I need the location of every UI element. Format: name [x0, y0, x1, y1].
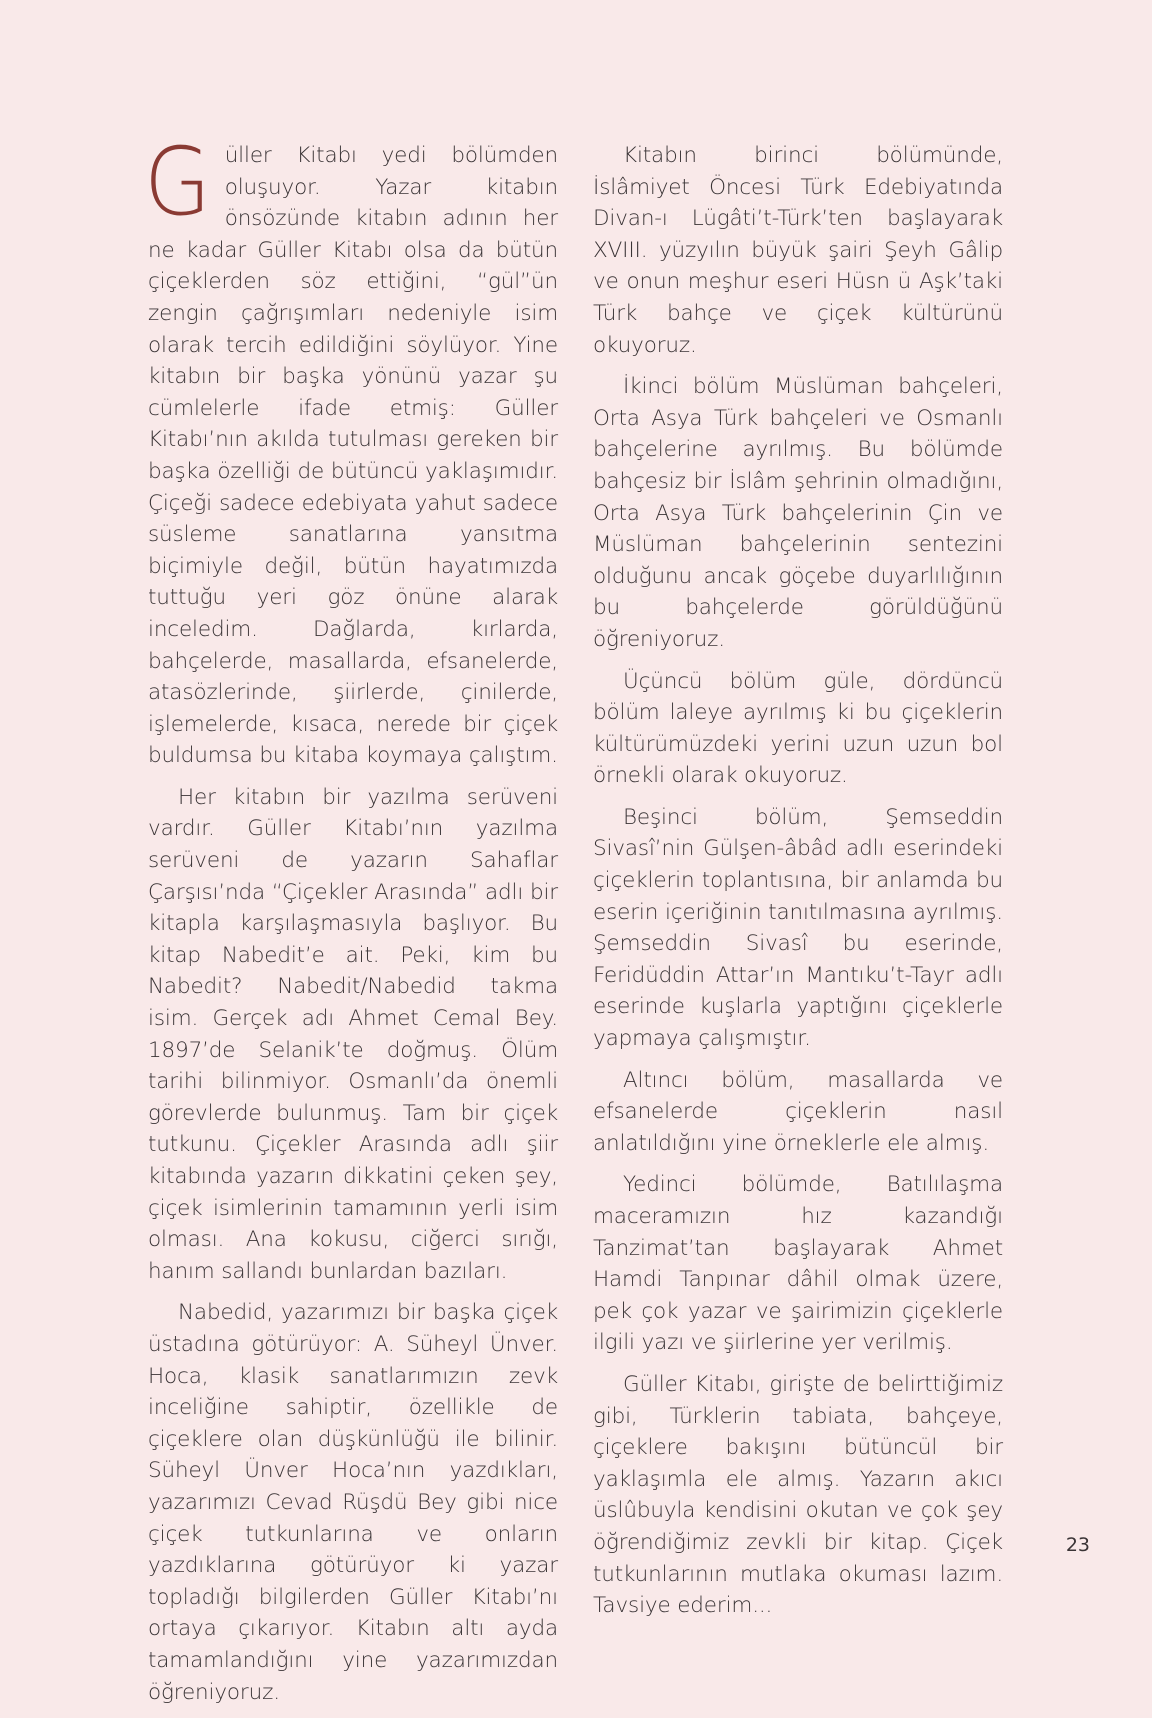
paragraph: Kitabın birinci bölümünde, İslâmiyet Öncesi Türk Edebiyatında Divan-ı Lügâti’t-Türk’ten başlayarak XVIII. yüzyılın büyük şairi Şeyh Gâlip ve onun meşhur eseri Hüsn ü Aşk’taki Türk bahçe ve çiçek kültürünü okuyoruz.: [593, 143, 1003, 358]
paragraph: Altıncı bölüm, masallarda ve efsanelerde çiçeklerin nasıl anlatıldığını yine örneklerle ele almış.: [593, 1067, 1003, 1156]
paragraph: İkinci bölüm Müslüman bahçeleri, Orta Asya Türk bahçeleri ve Osmanlı bahçelerine ayrılmış. Bu bölümde bahçesiz bir İslâm şehrinin olmadığını, Orta Asya Türk bahçelerinin Çin ve Müslüman bahçelerinin sentezini olduğunu ancak göçebe duyarlılığının bu bahçelerde görüldüğünü öğreniyoruz.: [593, 374, 1003, 652]
left-column: [144, 128, 558, 1718]
paragraph-text: üller Kitabı yedi bölümden oluşuyor. Yazar kitabın önsözünde kitabın adının her ne kadar Güller Kitabı olsa da bütün çiçeklerden söz ettiğini, “gül”ün zengin çağrışımları nedeniyle isim olarak tercih edildiğini söylüyor. Yine kitabın bir başka yönünü yazar şu cümlelerle ifade etmiş: Güller Kitabı’nın akılda tutulması gereken bir başka özelliği de bütüncü yaklaşımıdır. Çiçeği sadece edebiyata yahut sadece süsleme sanatlarına yansıtma biçimiyle değil, bütün hayatımızda tuttuğu yeri göz önüne alarak inceledim. Dağlarda, kırlarda, bahçelerde, masallarda, efsanelerde, atasözlerinde, şiirlerde, çinilerde, işlemelerde, kısaca, nerede bir çiçek buldumsa bu kitaba koymaya çalıştım.: [148, 143, 558, 769]
paragraph: Üçüncü bölüm güle, dördüncü bölüm laleye ayrılmış ki bu çiçeklerin kültürümüzdeki yerini uzun uzun bol örnekli olarak okuyoruz.: [593, 668, 1003, 789]
right-column: [593, 140, 1003, 1632]
paragraph: [144, 128, 558, 772]
paragraph: Güller Kitabı, girişte de belirttiğimiz gibi, Türklerin tabiata, bahçeye, çiçeklere bakışını bütüncül bir yaklaşımla ele almış. Yazarın akıcı üslûbuyla kendisini okutan ve çok şey öğrendiğimiz zevkli bir kitap. Çiçek tutkunlarının mutlaka okuması lazım. Tavsiye ederim...: [593, 1371, 1003, 1619]
drop-cap: G: [144, 128, 211, 237]
paragraph: Nabedid, yazarımızı bir başka çiçek üstadına götürüyor: A. Süheyl Ünver. Hoca, klasik sanatlarımızın zevk inceliğine sahiptir, özellikle de çiçeklere olan düşkünlüğü ile bilinir. Süheyl Ünver Hoca’nın yazdıkları, yazarımızı Cevad Rüşdü Bey gibi nice çiçek tutkunlarına ve onların yazdıklarına götürüyor ki yazar topladığı bilgilerden Güller Kitabı’nı ortaya çıkarıyor. Kitabın altı ayda tamamlandığını yine yazarımızdan öğreniyoruz.: [148, 1300, 558, 1705]
paragraph: Beşinci bölüm, Şemseddin Sivasî’nin Gülşen-âbâd adlı eserindeki çiçeklerin toplantısına, bir anlamda bu eserin içeriğinin tanıtılmasına ayrılmış. Şemseddin Sivasî bu eserinde, Feridüddin Attar’ın Mantıku’t-Tayr adlı eserinde kuşlarla yaptığını çiçeklerle yapmaya çalışmıştır.: [593, 804, 1003, 1052]
page-number: 23: [1065, 1534, 1090, 1556]
paragraph: Yedinci bölümde, Batılılaşma maceramızın hız kazandığı Tanzimat’tan başlayarak Ahmet Hamdi Tanpınar dâhil olmak üzere, pek çok yazar ve şairimizin çiçeklerle ilgili yazı ve şiirlerine yer verilmiş.: [593, 1172, 1003, 1356]
paragraph: Her kitabın bir yazılma serüveni vardır. Güller Kitabı’nın yazılma serüveni de yazarın Sahaflar Çarşısı’nda “Çiçekler Arasında” adlı bir kitapla karşılaşmasıyla başlıyor. Bu kitap Nabedit’e ait. Peki, kim bu Nabedit? Nabedit/Nabedid takma isim. Gerçek adı Ahmet Cemal Bey. 1897’de Selanik’te doğmuş. Ölüm tarihi bilinmiyor. Osmanlı’da önemli görevlerde bulunmuş. Tam bir çiçek tutkunu. Çiçekler Arasında adlı şiir kitabında yazarın dikkatini çeken şey, çiçek isimlerinin tamamının yerli isim olması. Ana kokusu, ciğerci sırığı, hanım sallandı bunlardan bazıları.: [148, 784, 558, 1284]
